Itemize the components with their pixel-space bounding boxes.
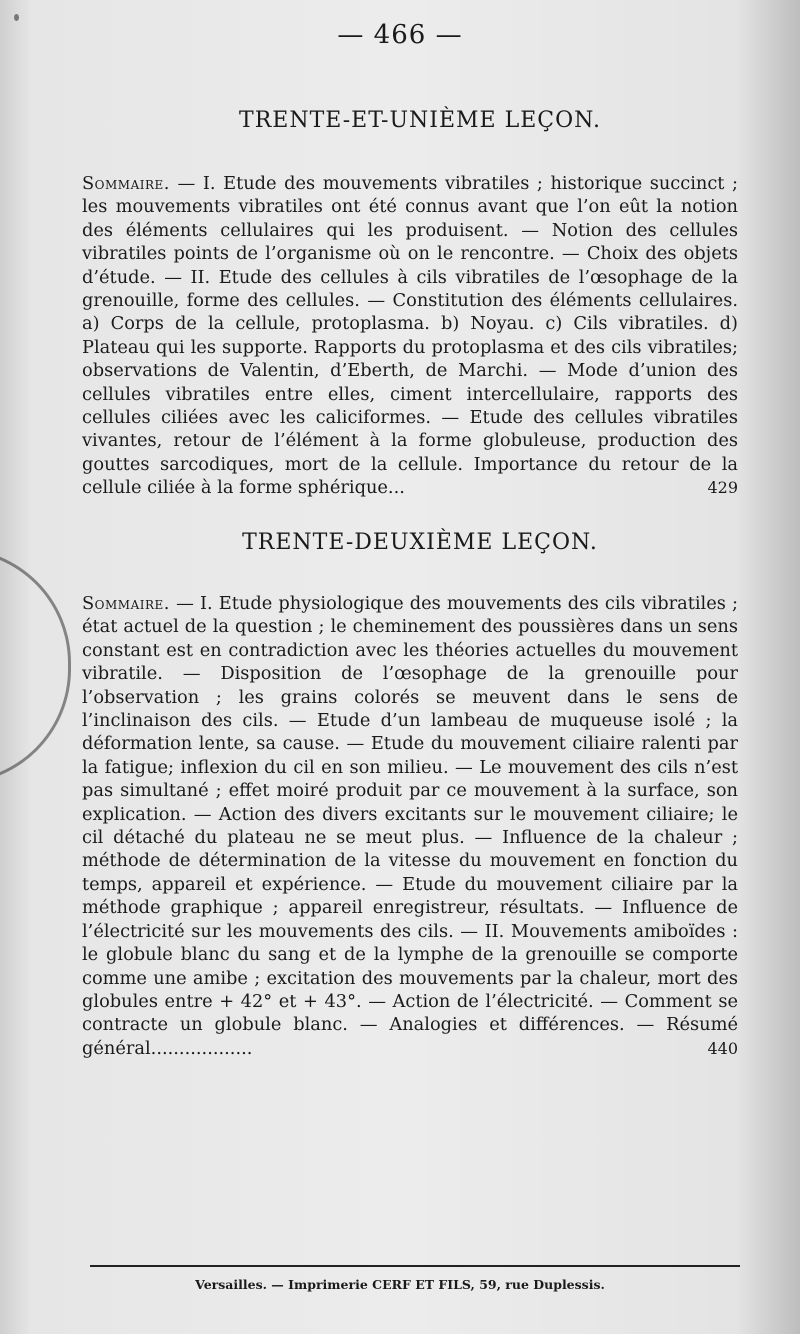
summary-text: — I. Etude physiologique des mouvements des cils vibratiles ; état actuel de la question ; le cheminement des poussières dans un sens constant est en contradiction avec les théories actuelles du mouvement vibratile. — Disposition de l’œsophage de la grenouille pour l’observation ; les grains colorés se meuvent dans le sens de l’inclinaison des cils. — Etude d’un lambeau de muqueuse isolé ; la déformation lente, sa cause. — Etude du mouvement ciliaire ralenti par la fatigue; inflexion du cil en son milieu. — Le mouvement des cils n’est pas simultané ; effet moiré produit par ce mouvement à la surface, son explication. — Action des divers excitants sur le mouvement ciliaire; le cil détaché du plateau ne se meut plus. — Influence de la chaleur ; méthode de détermination de la vitesse du mouvement en fonction du temps, appareil et expérience. — Etude du mouvement ciliaire par la méthode graphique ; appareil enregistreur, résultats. — Influence de l’électricité sur les mouvements des cils. — II. Mouvements amiboïdes : le globule blanc du sang et de la lymphe de la grenouille se comporte comme une amibe ; excitation des mouvements par la chaleur, mort des globules entre + 42° et + 43°. — Action de l’électricité. — Comment se contracte un globule blanc. — Analogies et différences. — Résumé général.................. (82, 593, 739, 1059)
lesson-31-summary (82, 172, 738, 500)
footer-rule (90, 1265, 740, 1267)
page-number: — 466 — (337, 20, 463, 50)
lesson-31-title: TRENTE-ET-UNIÈME LEÇON. (239, 108, 601, 133)
lesson-32-title: TRENTE-DEUXIÈME LEÇON. (242, 530, 598, 555)
summary-lead: Sommaire. (82, 593, 170, 614)
printer-footer: Versailles. — Imprimerie CERF ET FILS, 59, rue Duplessis. (195, 1277, 605, 1292)
lesson-32-summary (82, 592, 738, 1060)
page-reference: 440 (707, 1038, 738, 1058)
page-reference: 429 (707, 478, 738, 498)
library-stamp (0, 548, 71, 784)
summary-lead: Sommaire. (82, 173, 170, 194)
summary-text: — I. Etude des mouvements vibratiles ; historique succinct ; les mouvements vibratiles ont été connus avant que l’on eût la notion des éléments cellulaires qui les produisent. — Notion des cellules vibratiles points de l’organisme où on le rencontre. — Choix des objets d’étude. — II. Etude des cellules à cils vibratiles de l’œsophage de la grenouille, forme des cellules. — Constitution des éléments cellulaires. a) Corps de la cellule, protoplasma. b) Noyau. c) Cils vibratiles. d) Plateau qui les supporte. Rapports du protoplasma et des cils vibratiles; observations de Valentin, d’Eberth, de Marchi. — Mode d’union des cellules vibratiles entre elles, ciment intercellulaire, rapports des cellules ciliées avec les caliciformes. — Etude des cellules vibratiles vivantes, retour de l’élément à la forme globuleuse, production des gouttes sarcodiques, mort de la cellule. Importance du retour de la cellule ciliée à la forme sphérique... (82, 173, 738, 499)
